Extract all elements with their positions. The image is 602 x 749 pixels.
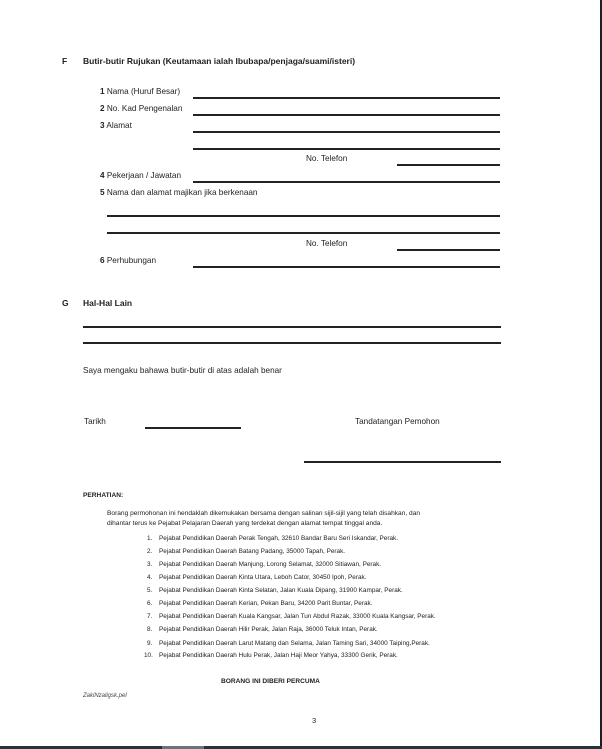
office-address: Pejabat Pendidikan Daerah Kuala Kangsar, Jalan Tun Abdul Razak, 33000 Kuala Kangsar, Perak. [159,613,436,620]
signature-input-line[interactable] [304,461,501,463]
office-list-item [147,561,381,568]
perhubungan-input-line[interactable] [193,266,500,268]
office-address: Pejabat Pendidikan Daerah Larut Matang dan Selama, Jalan Taming Sari, 34000 Taiping,Perak. [159,640,430,647]
date-label: Tarikh [84,417,106,426]
office-list-item [147,613,436,620]
phone-input-line-2[interactable] [397,249,500,251]
date-input-line[interactable] [145,427,241,429]
no-kad-input-line[interactable] [193,114,500,116]
office-number: 4. [147,574,153,581]
field-alamat: 3 Alamat [100,121,132,130]
section-g-title: Hal-Hal Lain [83,298,133,308]
office-address: Pejabat Pendidikan Daerah Hulu Perak, Jalan Haji Meor Yahya, 33300 Gerik, Perak. [159,652,398,659]
phone-input-line-1[interactable] [397,164,500,166]
section-g-letter: G [62,298,69,308]
office-address: Pejabat Pendidikan Daerah Hilir Perak, Jalan Raja, 36000 Teluk Intan, Perak. [159,626,378,633]
office-address: Pejabat Pendidikan Daerah Kinta Utara, Leboh Cator, 30450 Ipoh, Perak. [159,574,367,581]
nama-input-line[interactable] [193,97,500,99]
office-number: 8. [147,626,153,633]
office-list-item [147,574,366,581]
office-address: Pejabat Pendidikan Daerah Manjung, Lorong Selamat, 32000 Sitiawan, Perak. [159,561,382,568]
office-number: 1. [147,535,153,542]
majikan-input-line-2[interactable] [107,232,500,234]
office-number: 7. [147,613,153,620]
field-pekerjaan: 4 Pekerjaan / Jawatan [100,171,182,180]
notice-heading: PERHATIAN: [83,492,124,499]
office-address: Pejabat Pendidikan Daerah Perak Tengah, 32610 Bandar Baru Seri Iskandar, Perak. [159,535,398,542]
notice-paragraph-line-2: dihantar terus ke Pejabat Pelajaran Daerah yang terdekat dengan alamat tempat tinggal anda. [107,520,383,527]
field-majikan: 5 Nama dan alamat majikan jika berkenaan [100,188,258,197]
office-number: 6. [147,600,153,607]
office-address: Pejabat Pendidikan Daerah Kerian, Pekan Baru, 34200 Parit Buntar, Perak. [159,600,373,607]
alamat-input-line-1[interactable] [193,131,500,133]
pekerjaan-input-line[interactable] [193,181,500,183]
field-no-kad: 2 No. Kad Pengenalan [100,104,183,113]
footer-note: ZakiNzaligsk.pel [83,693,127,699]
section-f-title: Butir-butir Rujukan (Keutamaan ialah Ibubapa/penjaga/suami/isteri) [83,56,356,66]
office-list-item [144,652,398,659]
office-number: 9. [147,640,153,647]
page-number: 3 [312,716,317,725]
office-address: Pejabat Pendidikan Daerah Kinta Selatan, Jalan Kuala Dipang, 31900 Kampar, Perak. [159,587,403,594]
office-number: 3. [147,561,153,568]
section-f-letter: F [62,56,68,66]
office-list-item [147,535,398,542]
phone-label-2: No. Telefon [306,239,348,248]
office-list-item [147,626,378,633]
signature-label: Tandatangan Pemohon [355,417,440,426]
office-list-item [147,548,345,555]
office-list-item [147,640,430,647]
hal-lain-input-line-2[interactable] [83,342,501,344]
majikan-input-line-1[interactable] [107,215,500,217]
field-nama: 1 Nama (Huruf Besar) [100,87,181,96]
field-perhubungan: 6 Perhubungan [100,256,157,265]
office-address: Pejabat Pendidikan Daerah Batang Padang, 35000 Tapah, Perak. [159,548,346,555]
alamat-input-line-2[interactable] [193,148,500,150]
notice-paragraph-line-1: Borang permohonan ini hendaklah dikemukakan bersama dengan salinan sijil-sijil yang telah disahkan, dan [107,510,421,517]
office-number: 2. [147,548,153,555]
free-form-notice: BORANG INI DIBERI PERCUMA [221,678,320,685]
office-number: 10. [144,652,153,659]
hal-lain-input-line-1[interactable] [83,326,501,328]
phone-label-1: No. Telefon [306,154,348,163]
declaration-text: Saya mengaku bahawa butir-butir di atas adalah benar [83,366,282,375]
office-number: 5. [147,587,153,594]
office-list-item [147,600,373,607]
office-list-item [147,587,403,594]
